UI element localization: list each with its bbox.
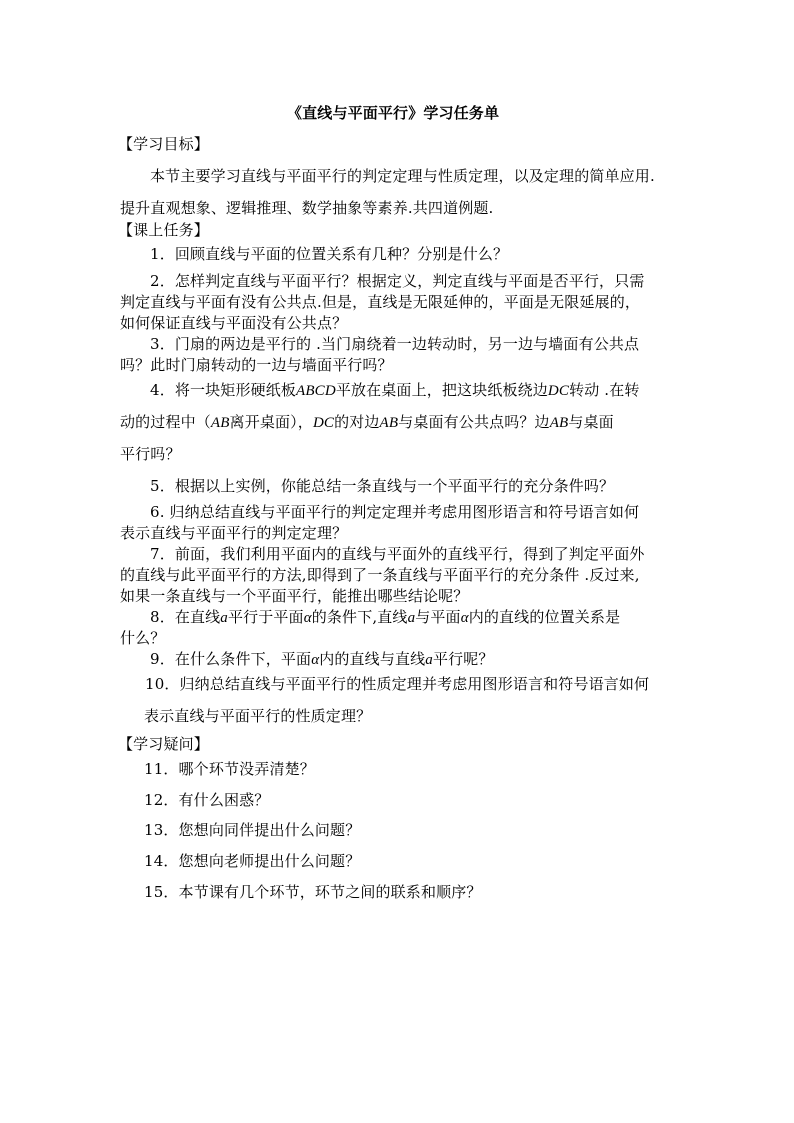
math-alpha: α: [303, 610, 312, 626]
task-8-text: 与平面: [415, 608, 461, 626]
task-8-text: 8．在直线: [150, 608, 221, 626]
math-abcd: ABCD: [296, 383, 336, 399]
math-dc: DC: [547, 383, 570, 399]
task-6-line-2: 表示直线与平面平行的判定定理？: [120, 524, 348, 542]
task-7-line-2: 的直线与此平面平行的方法,即得到了一条直线与平面平行的充分条件 .反过来,: [120, 566, 640, 584]
task-10-line-1: 10．归纳总结直线与平面平行的性质定理并考虑用图形语言和符号语言如何: [145, 675, 650, 693]
question-14: 14．您想向老师提出什么问题？: [144, 852, 361, 870]
math-alpha: α: [460, 610, 469, 626]
math-a: a: [407, 610, 416, 626]
math-a: a: [220, 610, 228, 626]
task-6-line-1: 6. 归纳总结直线与平面平行的判定定理并考虑用图形语言和符号语言如何: [150, 503, 640, 521]
task-8-line-1: [150, 608, 620, 627]
task-10-line-2: 表示直线与平面平行的性质定理？: [144, 707, 372, 725]
math-ab: AB: [379, 415, 399, 431]
question-15: 15．本节课有几个环节，环节之间的联系和顺序？: [144, 883, 482, 901]
task-4-line-1: [150, 381, 640, 400]
math-ab: AB: [210, 415, 230, 431]
goals-paragraph-line-2: 提升直观想象、逻辑推理、数学抽象等素养.共四道例题.: [120, 199, 494, 217]
task-9: [150, 650, 494, 669]
task-8-text: 的条件下,直线: [311, 608, 408, 626]
task-9-text: 内的直线与直线: [319, 650, 426, 668]
task-7-line-1: 7．前面，我们利用平面内的直线与平面外的直线平行，得到了判定平面外: [150, 545, 645, 563]
task-4-text: 平放在桌面上，把这块纸板绕边: [335, 381, 548, 399]
task-4-text: 的对边: [334, 413, 380, 431]
document-title: 《直线与平面平行》学习任务单: [287, 104, 500, 122]
task-8-text: 平行于平面: [227, 608, 304, 626]
task-8-text: 内的直线的位置关系是: [468, 608, 621, 626]
task-7-line-3: 如果一条直线与一个平面平行，能推出哪些结论呢？: [120, 587, 469, 605]
math-ab: AB: [549, 415, 569, 431]
question-13: 13．您想向同伴提出什么问题？: [144, 821, 361, 839]
math-a: a: [425, 652, 433, 668]
task-2-line-1: 2．怎样判定直线与平面平行？根据定义，判定直线与平面是否平行，只需: [150, 272, 645, 290]
task-2-line-2: 判定直线与平面有没有公共点.但是，直线是无限延伸的，平面是无限延展的，: [120, 293, 641, 311]
math-alpha: α: [311, 652, 320, 668]
task-4-line-2: [120, 413, 614, 432]
task-4-text: 与桌面有公共点吗？边: [398, 413, 550, 431]
task-9-text: 9．在什么条件下，平面: [150, 650, 312, 668]
task-1: 1．回顾直线与平面的位置关系有几种？分别是什么？: [150, 245, 509, 263]
goals-paragraph-line-1: 本节主要学习直线与平面平行的判定定理与性质定理，以及定理的简单应用.: [150, 167, 655, 185]
task-4-line-3: 平行吗？: [120, 445, 181, 463]
task-9-text: 平行呢？: [432, 650, 494, 668]
task-5: 5．根据以上实例，你能总结一条直线与一个平面平行的充分条件吗？: [150, 477, 615, 495]
task-4-text: 动的过程中（: [120, 413, 211, 431]
task-4-text: 与桌面: [568, 413, 614, 431]
question-11: 11．哪个环节没弄清楚？: [144, 760, 315, 778]
math-dc: DC: [312, 415, 335, 431]
task-3-line-1: 3．门扇的两边是平行的 .当门扇绕着一边转动时，另一边与墙面有公共点: [150, 335, 640, 353]
section-heading-questions: 【学习疑问】: [118, 735, 209, 753]
question-12: 12．有什么困惑？: [144, 791, 270, 809]
task-3-line-2: 吗？此时门扇转动的一边与墙面平行吗？: [120, 356, 393, 374]
section-heading-tasks: 【课上任务】: [118, 221, 209, 239]
task-4-text: 离开桌面），: [229, 413, 313, 431]
task-4-text: 4．将一块矩形硬纸板: [150, 381, 297, 399]
section-heading-goals: 【学习目标】: [118, 135, 209, 153]
task-4-text: 转动 .在转: [569, 381, 640, 399]
task-8-line-2: 什么？: [120, 629, 166, 647]
task-2-line-3: 如何保证直线与平面没有公共点？: [120, 314, 348, 332]
